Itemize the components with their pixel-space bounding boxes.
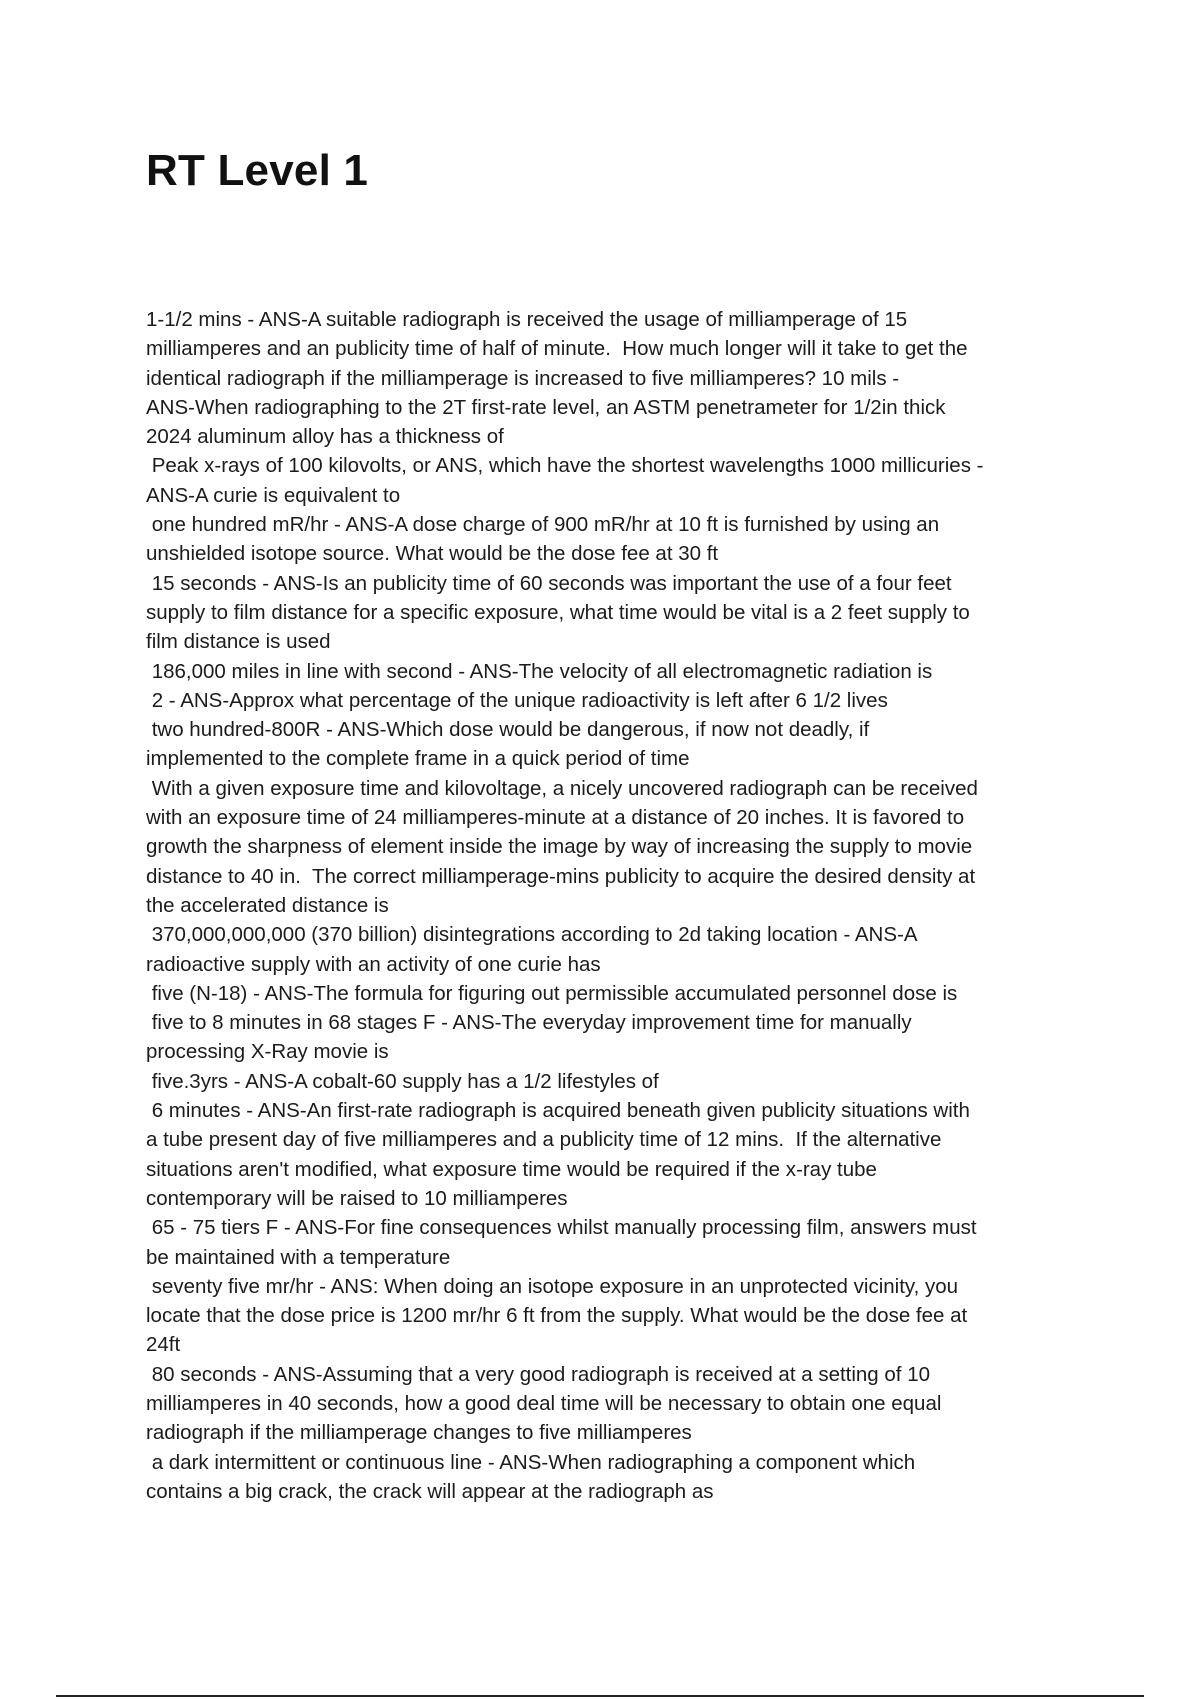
footer-divider [56,1695,1144,1697]
document-title: RT Level 1 [146,146,369,195]
document-body-text: 1-1/2 mins - ANS-A suitable radiograph is received the usage of milliamperage of 15 milliamperes and an publicity time of half of minute. How much longer will it take to get the identical radiograph if the milliamperage is increased to five milliamperes? 10 mils - ANS-When radiographing to the 2T first-rate level, an ASTM penetrameter for 1/2in thick 2024 aluminum alloy has a thickness of Peak x-rays of 100 kilovolts, or ANS, which have the shortest wavelengths 1000 millicuries - ANS-A curie is equivalent to one hundred mR/hr - ANS-A dose charge of 900 mR/hr at 10 ft is furnished by using an unshielded isotope source. What would be the dose fee at 30 ft 15 seconds - ANS-Is an publicity time of 60 seconds was important the use of a four feet supply to film distance for a specific exposure, what time would be vital is a 2 feet supply to film distance is used 186,000 miles in line with second - ANS-The velocity of all electromagnetic radiation is 2 - ANS-Approx what percentage of the unique radioactivity is left after 6 1/2 lives two hundred-800R - ANS-Which dose would be dangerous, if now not deadly, if implemented to the complete frame in a quick period of time With a given exposure time and kilovoltage, a nicely uncovered radiograph can be received with an exposure time of 24 milliamperes-minute at a distance of 20 inches. It is favored to growth the sharpness of element inside the image by way of increasing the supply to movie distance to 40 in. The correct milliamperage-mins publicity to acquire the desired density at the accelerated distance is 370,000,000,000 (370 billion) disintegrations according to 2d taking location - ANS-A radioactive supply with an activity of one curie has five (N-18) - ANS-The formula for figuring out permissible accumulated personnel dose is five to 8 minutes in 68 stages F - ANS-The everyday improvement time for manually processing X-Ray movie is five.3yrs - ANS-A cobalt-60 supply has a 1/2 lifestyles of 6 minutes - ANS-An first-rate radiograph is acquired beneath given publicity situations with a tube present day of five milliamperes and a publicity time of 12 mins. If the alternative situations aren't modified, what exposure time would be required if the x-ray tube contemporary will be raised to 10 milliamperes 65 - 75 tiers F - ANS-For fine consequences whilst manually processing film, answers must be maintained with a temperature seventy five mr/hr - ANS: When doing an isotope exposure in an unprotected vicinity, you locate that the dose price is 1200 mr/hr 6 ft from the supply. What would be the dose fee at 24ft 80 seconds - ANS-Assuming that a very good radiograph is received at a setting of 10 milliamperes in 40 seconds, how a good deal time will be necessary to obtain one equal radiograph if the milliamperage changes to five milliamperes a dark intermittent or continuous line - ANS-When radiographing a component which contains a big crack, the crack will appear at the radiograph as [146,308,984,1503]
